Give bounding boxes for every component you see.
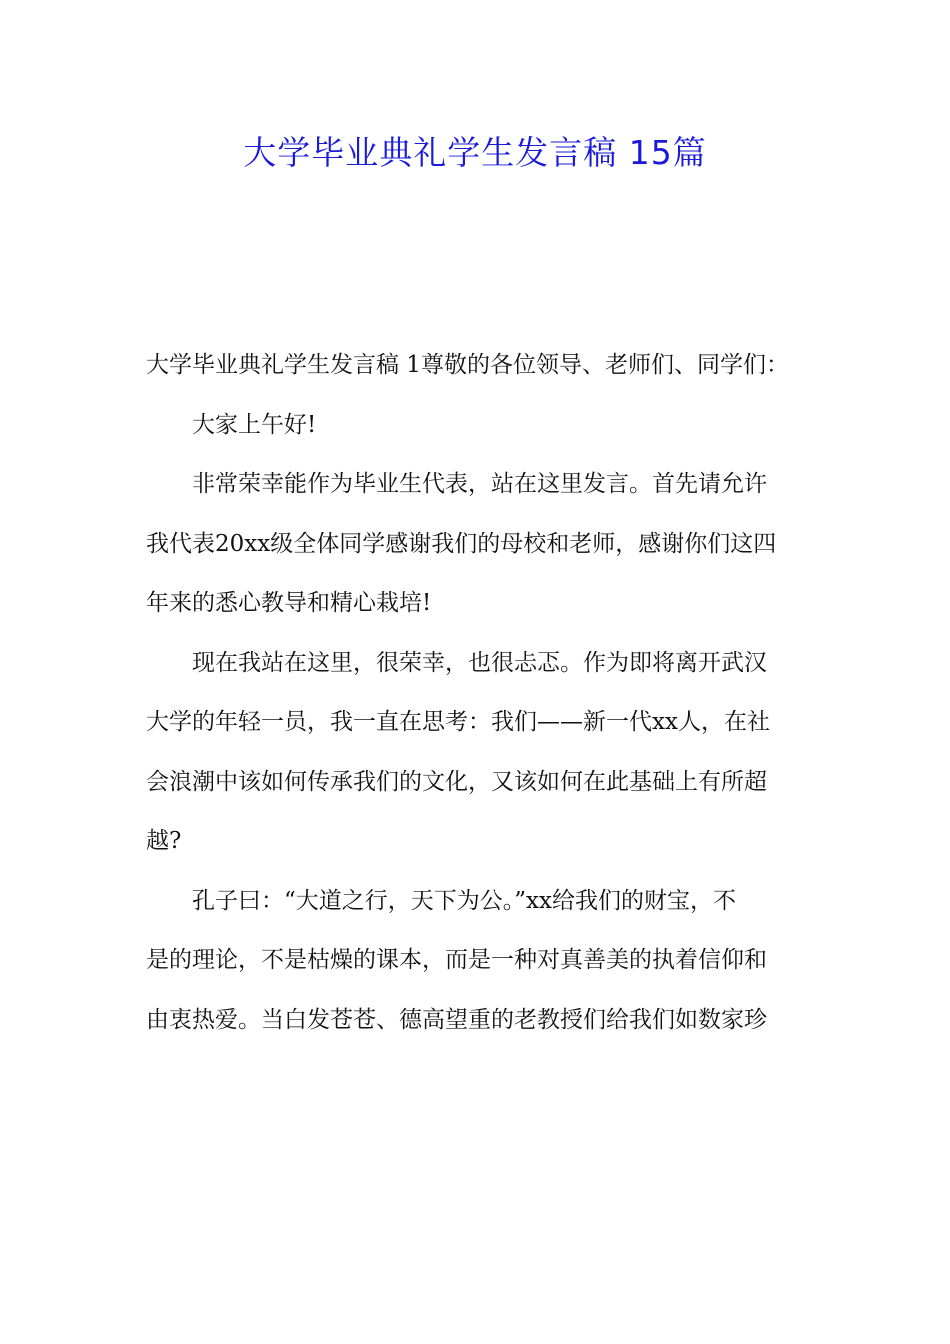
- text-line: 由衷热爱。当白发苍苍、德高望重的老教授们给我们如数家珍: [146, 1006, 767, 1033]
- text-line: 会浪潮中该如何传承我们的文化，又该如何在此基础上有所超: [146, 768, 767, 795]
- paragraph-reflection: [146, 634, 811, 872]
- text-line: 年来的悉心教导和精心栽培!: [146, 590, 432, 616]
- text-line: 现在我站在这里，很荣幸，也很忐忑。作为即将离开武汉: [192, 649, 767, 676]
- text-line: 大学毕业典礼学生发言稿 1尊敬的各位领导、老师们、同学们：: [146, 352, 789, 378]
- document-title: 大学毕业典礼学生发言稿 15篇: [243, 133, 707, 172]
- text-line: 越?: [146, 828, 182, 854]
- paragraph-greeting: [146, 396, 811, 456]
- text-line: 非常荣幸能作为毕业生代表，站在这里发言。首先请允许: [192, 471, 767, 497]
- text-line: 是的理论，不是枯燥的课本，而是一种对真善美的执着信仰和: [146, 947, 767, 973]
- document-body: [146, 336, 811, 1050]
- paragraph-confucius: [146, 872, 811, 1051]
- text-line: 大家上午好!: [192, 411, 317, 438]
- paragraph-salutation: [146, 336, 811, 396]
- text-line: 孔子曰：“大道之行，天下为公。”xx给我们的财宝，不: [192, 887, 736, 914]
- text-line: 大学的年轻一员，我一直在思考：我们——新一代xx人，在社: [146, 709, 770, 735]
- text-line: 我代表20xx级全体同学感谢我们的母校和老师，感谢你们这四: [146, 530, 777, 557]
- paragraph-thanks: [146, 455, 811, 634]
